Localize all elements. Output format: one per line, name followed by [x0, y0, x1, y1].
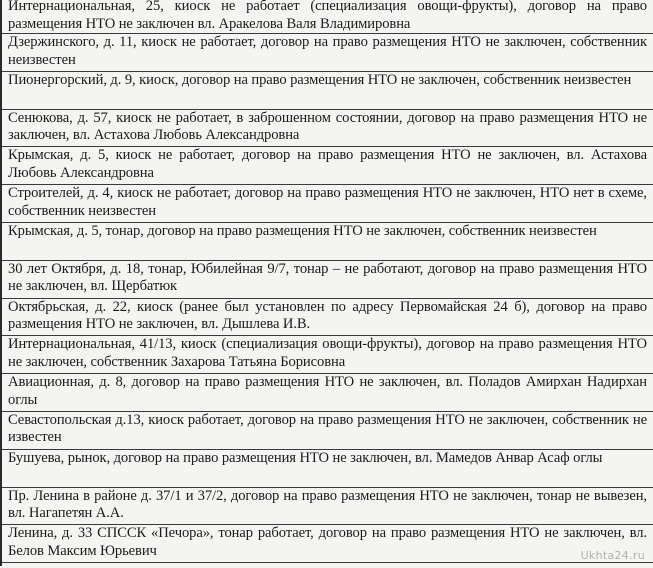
table-row: Крымская, д. 5, киоск не работает, договор на право размещения НТО не заключен, вл. Астахова Любовь Александровна: [2, 147, 653, 185]
table-row: Интернациональная, 41/13, киоск (специализация овощи-фрукты), договор на право размещения НТО не заключен, собственник Захарова Татьяна Борисовна: [2, 336, 653, 374]
table-row: Пр. Ленина в районе д. 37/1 и 37/2, договор на право размещения НТО не заключен, тонар не вывезен, вл. Нагапетян А.А.: [2, 488, 653, 526]
table-row: Строителей, д. 4, киоск не работает, договор на право размещения НТО не заключен, НТО нет в схеме, собственник неизвестен: [2, 185, 653, 223]
table-row: Интернациональная, 25, киоск не работает (специализация овощи-фрукты), договор на право размещения НТО не заключен вл. Аракелова Валя Владимировна: [2, 0, 653, 34]
table-row: Октябрьская, д. 22, киоск (ранее был установлен по адресу Первомайская 24 б), договор на право размещения НТО не заключен, вл. Дышлева И.В.: [2, 299, 653, 337]
table-row: Ленина, д. 33 СПССК «Печора», тонар работает, договор на право размещения НТО не заключен, вл. Белов Максим Юрьевич: [2, 525, 653, 563]
table-row: Сенюкова, д. 57, киоск не работает, в заброшенном состоянии, договор на право размещения НТО не заключен, вл. Астахова Любовь Александровна: [2, 110, 653, 148]
table-row: Севастопольская д.13, киоск работает, договор на право размещения НТО не заключен, собственник не известен: [2, 412, 653, 450]
site-watermark: Ukhta24.ru: [580, 549, 645, 562]
table-row: 30 лет Октября, д. 18, тонар, Юбилейная 9/7, тонар – не работают, договор на право размещения НТО не заключен, вл. Щербатюк: [2, 261, 653, 299]
table-row: Бушуева, рынок, договор на право размещения НТО не заключен, вл. Мамедов Анвар Асаф оглы: [2, 450, 653, 488]
table-row: Пионергорский, д. 9, киоск, договор на право размещения НТО не заключен, собственник неизвестен: [2, 72, 653, 110]
table-row: Авиационная, д. 8, договор на право размещения НТО не заключен, вл. Поладов Амирхан Надирхан оглы: [2, 374, 653, 412]
table-row: Крымская, д. 5, тонар, договор на право размещения НТО не заключен, собственник неизвестен: [2, 223, 653, 261]
table-row: Дзержинского, д. 11, киоск не работает, договор на право размещения НТО не заключен, собственник неизвестен: [2, 34, 653, 72]
